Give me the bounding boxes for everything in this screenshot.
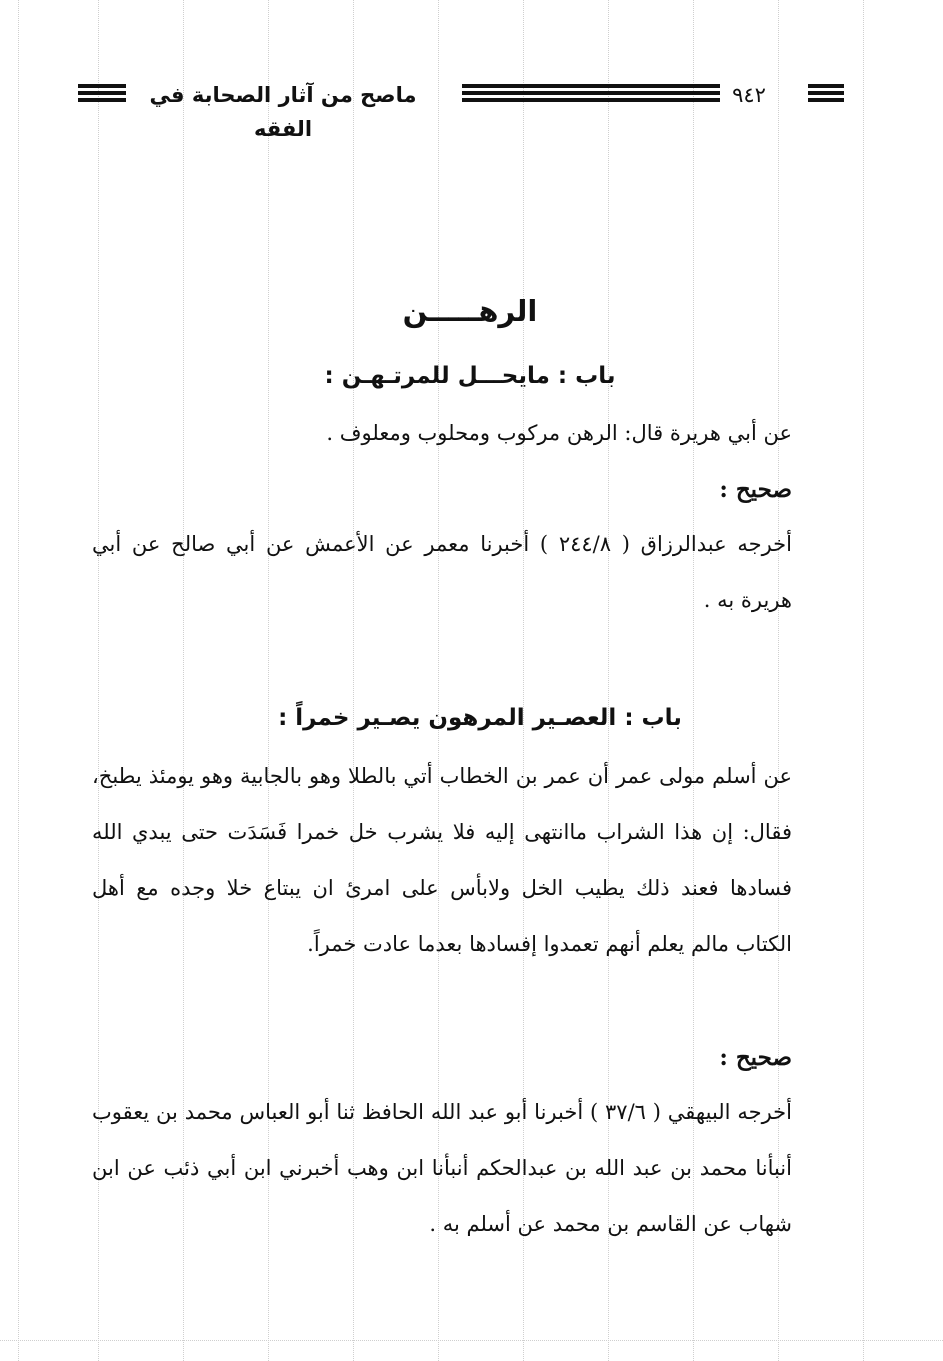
section-heading: باب : مايحـــل للمرتـهـن : [324,363,616,389]
page-number: ٩٤٢ [732,83,766,107]
page-header [78,78,844,141]
grid-line [0,1340,943,1341]
narration-text: عن أسلم مولى عمر أن عمر بن الخطاب أتي بالطلا وهو بالجابية وهو يومئذ يطبخ، فقال: إن هذا الشراب ماانتهى إليه فلا يشرب خل خمرا فَسَدَت حتى يبدي الله فسادها فعند ذلك يطيب الخل ولابأس على امرئ ان يبتاع خلا وجده مع أهل الكتاب مالم يعلم أنهم تعمدوا إفسادها بعدما عادت خمراً. [92,764,792,956]
narration-text: عن أبي هريرة قال: الرهن مركوب ومحلوب ومعلوف . [326,421,792,445]
source-text: أخرجه عبدالرزاق ( ٢٤٤/٨ ) أخبرنا معمر عن الأعمش عن أبي صالح عن أبي هريرة به . [92,532,793,612]
header-rule-right [808,84,844,106]
grade-label: صحيح : [719,476,792,503]
grade-label: صحيح : [719,1044,792,1071]
header-rule-middle [462,84,720,106]
running-title: ماصح من آثار الصحابة في الفقه [149,83,417,141]
section-heading: باب : العصـير المرهون يصـير خمراً : [278,705,682,731]
source-text: أخرجه البيهقي ( ٣٧/٦ ) أخبرنا أبو عبد الله الحافظ ثنا أبو العباس محمد بن يعقوب أنبأنا محمد بن عبد الله بن عبدالحكم أنبأنا ابن وهب أخبرني ابن أبي ذئب عن ابن شهاب عن القاسم بن محمد عن أسلم به . [92,1100,792,1236]
chapter-title: الرهـــــن [402,294,538,328]
grid-line [18,0,19,1361]
grid-line [863,0,864,1361]
